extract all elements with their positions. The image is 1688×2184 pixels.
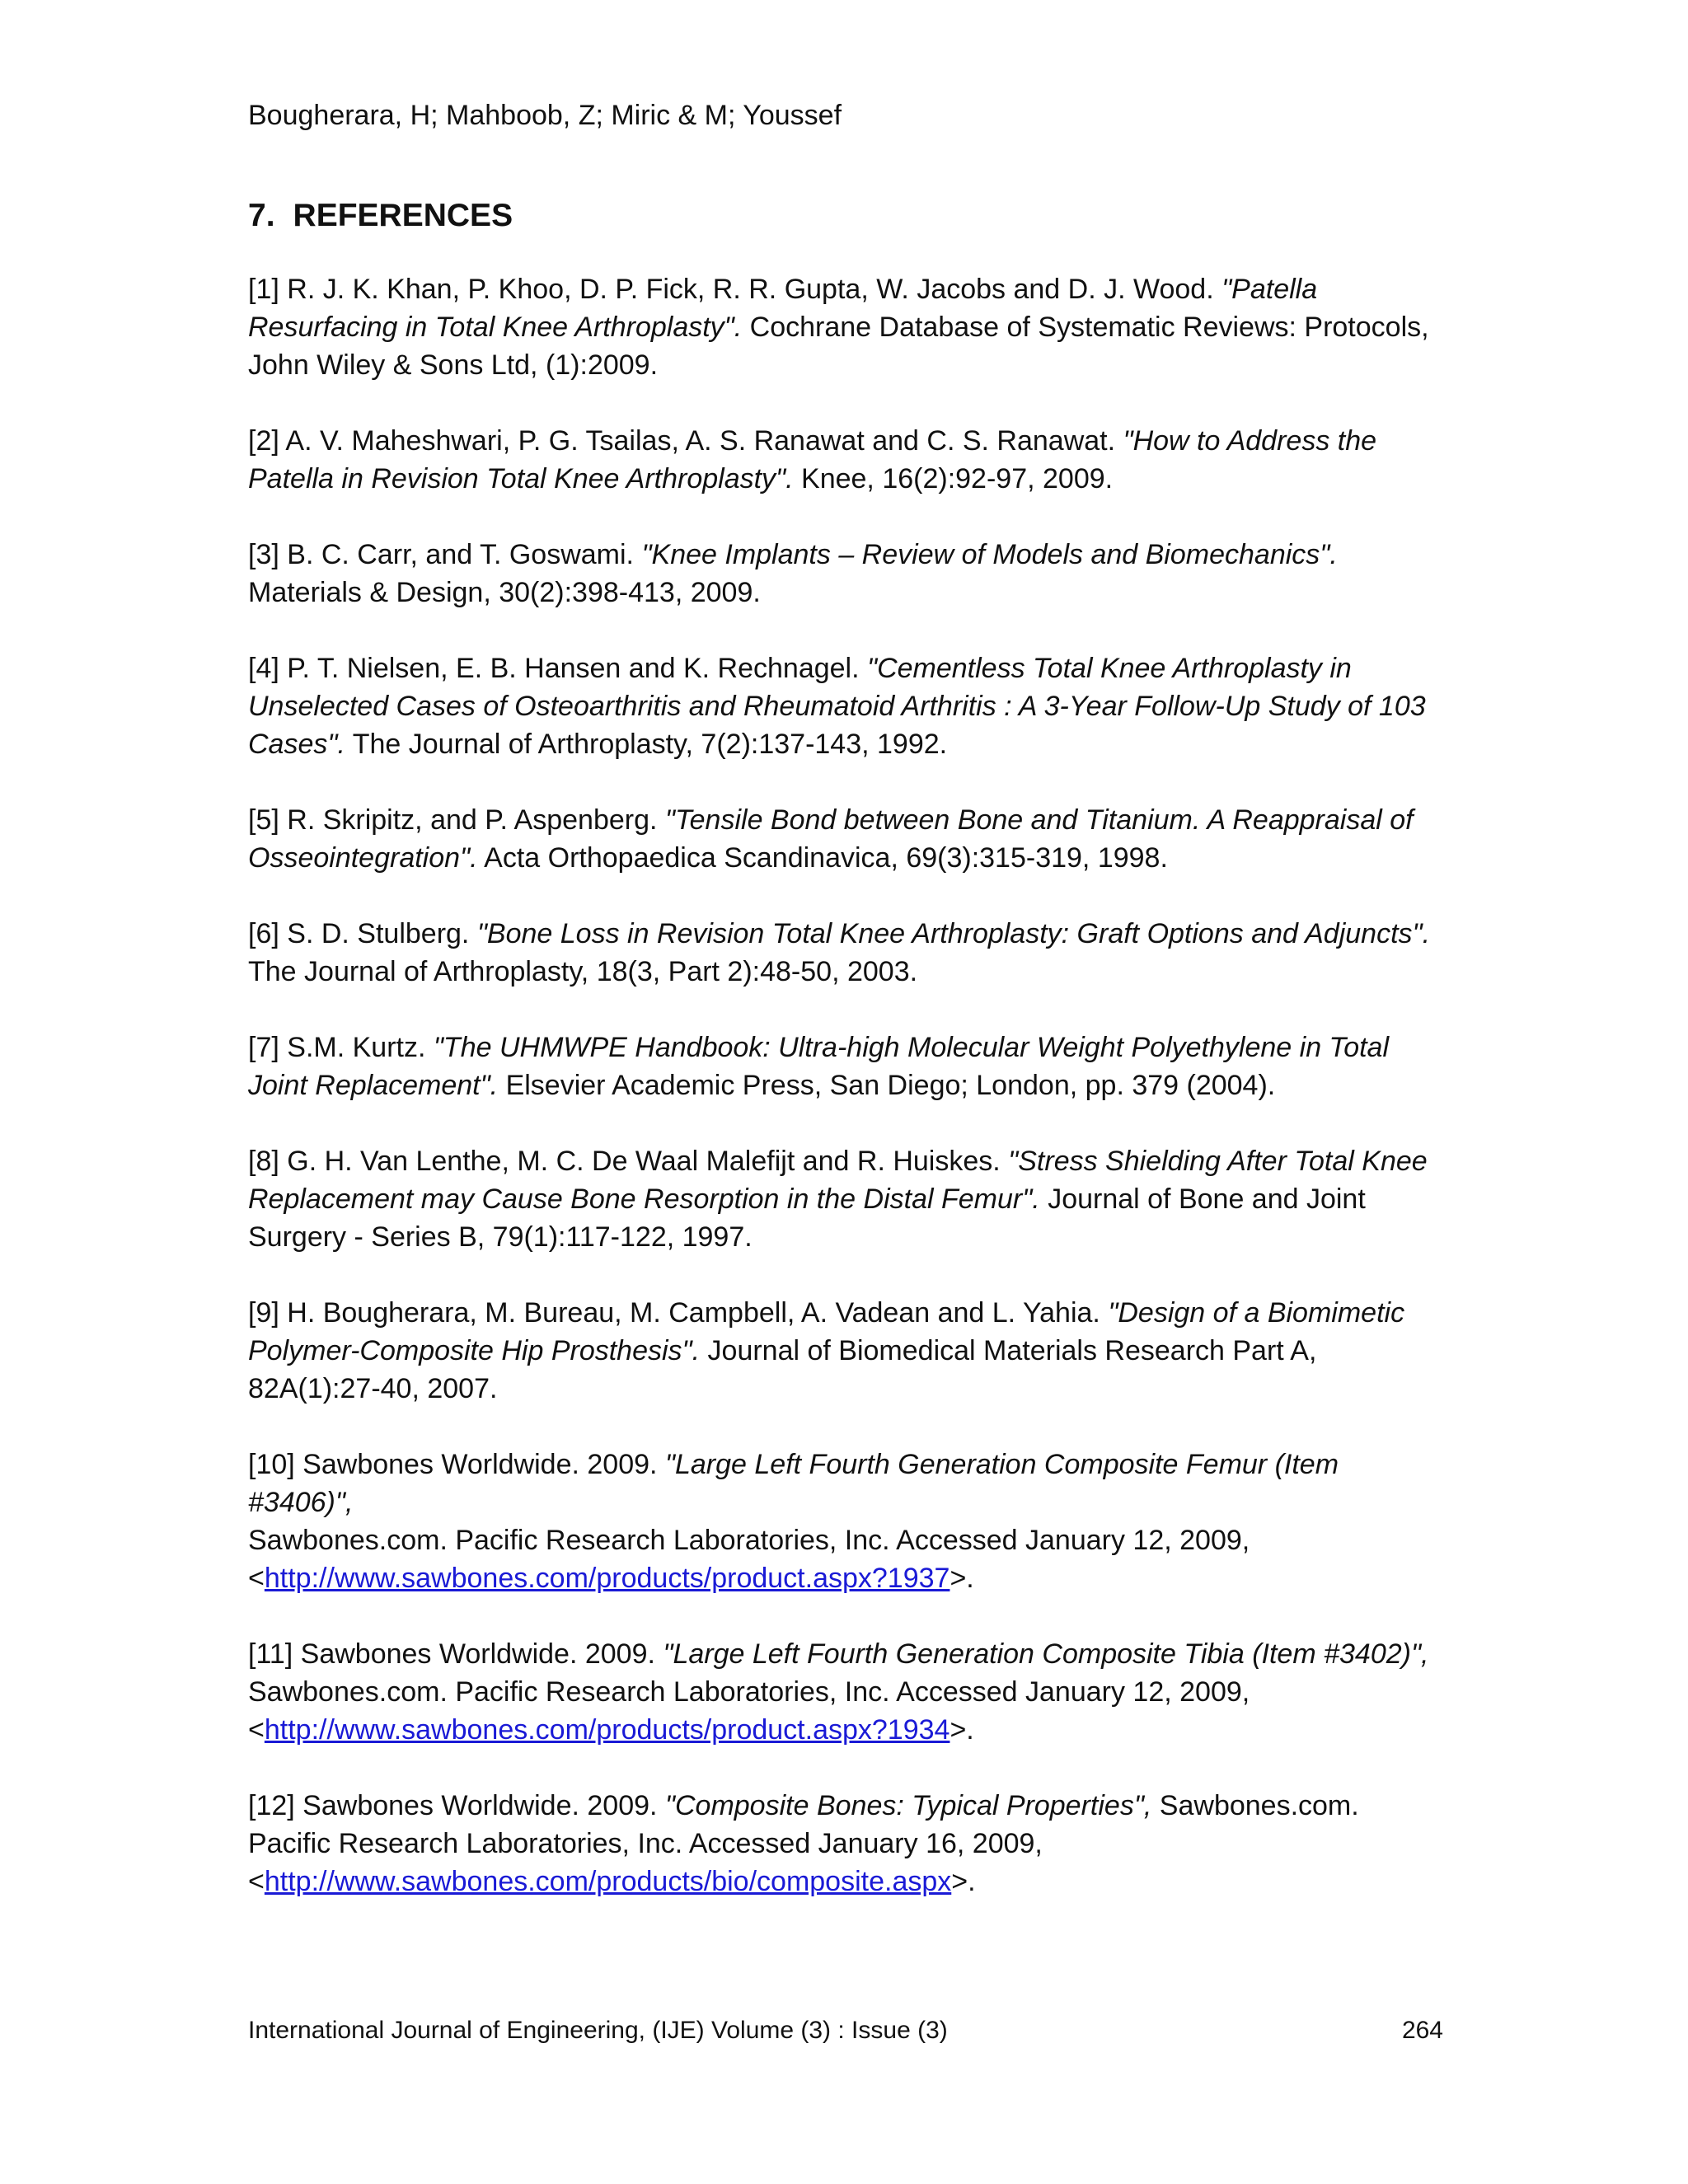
- reference-title: "Large Left Fourth Generation Composite Tibia (Item #3402)",: [663, 1638, 1429, 1670]
- reference-source: The Journal of Arthroplasty, 18(3, Part 2):48-50, 2003.: [248, 956, 918, 987]
- reference-item: [11] Sawbones Worldwide. 2009. "Large Left Fourth Generation Composite Tibia (Item #3402)", Sawbones.com. Pacific Research Laboratories, Inc. Accessed January 12, 2009, <http://www.sawbones.com/products/product.aspx?1934>.: [248, 1638, 1429, 1746]
- reference-label: [4]: [248, 653, 279, 684]
- reference-source: Journal of Bone and Joint Surgery - Series B, 79(1):117-122, 1997.: [248, 1183, 1366, 1253]
- reference-authors: A. V. Maheshwari, P. G. Tsailas, A. S. Ranawat and C. S. Ranawat.: [285, 425, 1116, 457]
- reference-source: Acta Orthopaedica Scandinavica, 69(3):315-319, 1998.: [484, 842, 1168, 874]
- reference-authors: R. Skripitz, and P. Aspenberg.: [287, 804, 658, 836]
- reference-label: [10]: [248, 1449, 295, 1480]
- reference-title: "The UHMWPE Handbook: Ultra-high Molecular Weight Polyethylene in Total Joint Replacement".: [248, 1032, 1390, 1101]
- reference-source: Materials & Design, 30(2):398-413, 2009.: [248, 577, 761, 608]
- reference-title: "Knee Implants – Review of Models and Biomechanics".: [641, 539, 1338, 570]
- reference-title: "Cementless Total Knee Arthroplasty in Unselected Cases of Osteoarthritis and Rheumatoid Arthritis : A 3-Year Follow-Up Study of 103 Cases".: [248, 653, 1426, 760]
- reference-authors: Sawbones Worldwide. 2009.: [300, 1638, 655, 1670]
- reference-item: [248, 801, 1443, 877]
- reference-title: "Bone Loss in Revision Total Knee Arthroplasty: Graft Options and Adjuncts".: [476, 918, 1431, 949]
- reference-label: [2]: [248, 425, 279, 457]
- reference-source: Knee, 16(2):92-97, 2009.: [801, 463, 1114, 494]
- page-number: 264: [1401, 2017, 1443, 2044]
- reference-authors: B. C. Carr, and T. Goswami.: [287, 539, 634, 570]
- reference-label: [7]: [248, 1032, 279, 1063]
- reference-item: [248, 270, 1443, 384]
- reference-title: "How to Address the Patella in Revision Total Knee Arthroplasty".: [248, 425, 1377, 494]
- reference-label: [6]: [248, 918, 279, 949]
- reference-authors: S. D. Stulberg.: [287, 918, 470, 949]
- reference-source: Journal of Biomedical Materials Research Part A, 82A(1):27-40, 2007.: [248, 1335, 1317, 1404]
- footer-journal: International Journal of Engineering, (IJE) Volume (3) : Issue (3): [248, 2017, 948, 2044]
- reference-item: [248, 915, 1443, 991]
- reference-authors: R. J. K. Khan, P. Khoo, D. P. Fick, R. R. Gupta, W. Jacobs and D. J. Wood.: [287, 274, 1214, 305]
- reference-authors: Sawbones Worldwide. 2009.: [302, 1790, 658, 1821]
- reference-list: [248, 270, 1443, 1938]
- reference-authors: S.M. Kurtz.: [287, 1032, 426, 1063]
- reference-item: [248, 422, 1443, 498]
- reference-item: [248, 1294, 1443, 1408]
- reference-title: "Composite Bones: Typical Properties",: [664, 1790, 1152, 1821]
- reference-title: "Patella Resurfacing in Total Knee Arthroplasty".: [248, 274, 1318, 343]
- reference-item: [248, 649, 1443, 763]
- reference-item: [12] Sawbones Worldwide. 2009. "Composite Bones: Typical Properties", Sawbones.com. Pacific Research Laboratories, Inc. Accessed January 16, 2009, <http://www.sawbones.com/products/bio/composite.aspx>.: [248, 1790, 1359, 1897]
- reference-item: [248, 1029, 1443, 1104]
- reference-label: [3]: [248, 539, 279, 570]
- reference-label: [12]: [248, 1790, 295, 1821]
- reference-item: [248, 536, 1443, 612]
- reference-url-link[interactable]: http://www.sawbones.com/products/product.aspx?1934: [264, 1714, 950, 1746]
- reference-source: Elsevier Academic Press, San Diego; London, pp. 379 (2004).: [505, 1070, 1276, 1101]
- reference-label: [8]: [248, 1146, 279, 1177]
- reference-label: [1]: [248, 274, 279, 305]
- running-header: Bougherara, H; Mahboob, Z; Miric & M; Youssef: [248, 100, 842, 131]
- reference-authors: P. T. Nielsen, E. B. Hansen and K. Rechnagel.: [287, 653, 860, 684]
- reference-item: [248, 1142, 1443, 1256]
- reference-title: "Tensile Bond between Bone and Titanium. A Reappraisal of Osseointegration".: [248, 804, 1414, 874]
- section-title: REFERENCES: [293, 198, 513, 233]
- section-heading: [248, 195, 513, 237]
- reference-title: "Design of a Biomimetic Polymer-Composite Hip Prosthesis".: [248, 1297, 1405, 1366]
- reference-label: [9]: [248, 1297, 279, 1329]
- reference-item: [10] Sawbones Worldwide. 2009. "Large Left Fourth Generation Composite Femur (Item #3406)", Sawbones.com. Pacific Research Laboratories, Inc. Accessed January 12, 2009, <http://www.sawbones.com/products/product.aspx?1937>.: [248, 1449, 1339, 1594]
- reference-authors: Sawbones Worldwide. 2009.: [302, 1449, 658, 1480]
- reference-source: Sawbones.com. Pacific Research Laboratories, Inc. Accessed January 16, 2009,: [248, 1790, 1359, 1859]
- reference-source: Cochrane Database of Systematic Reviews: Protocols, John Wiley & Sons Ltd, (1):2009.: [248, 312, 1429, 381]
- reference-source: Sawbones.com. Pacific Research Laboratories, Inc. Accessed January 12, 2009,: [248, 1525, 1250, 1556]
- reference-url-link[interactable]: http://www.sawbones.com/products/bio/composite.aspx: [264, 1866, 952, 1897]
- reference-authors: H. Bougherara, M. Bureau, M. Campbell, A. Vadean and L. Yahia.: [287, 1297, 1100, 1329]
- reference-label: [11]: [248, 1638, 293, 1670]
- reference-label: [5]: [248, 804, 279, 836]
- reference-title: "Large Left Fourth Generation Composite Femur (Item #3406)",: [248, 1449, 1339, 1518]
- reference-title: "Stress Shielding After Total Knee Replacement may Cause Bone Resorption in the Distal Femur".: [248, 1146, 1428, 1215]
- reference-authors: G. H. Van Lenthe, M. C. De Waal Malefijt and R. Huiskes.: [287, 1146, 1001, 1177]
- reference-source: Sawbones.com. Pacific Research Laboratories, Inc. Accessed January 12, 2009,: [248, 1676, 1250, 1708]
- reference-url-link[interactable]: http://www.sawbones.com/products/product.aspx?1937: [264, 1563, 950, 1594]
- reference-source: The Journal of Arthroplasty, 7(2):137-143, 1992.: [352, 729, 948, 760]
- section-number: 7.: [248, 198, 275, 233]
